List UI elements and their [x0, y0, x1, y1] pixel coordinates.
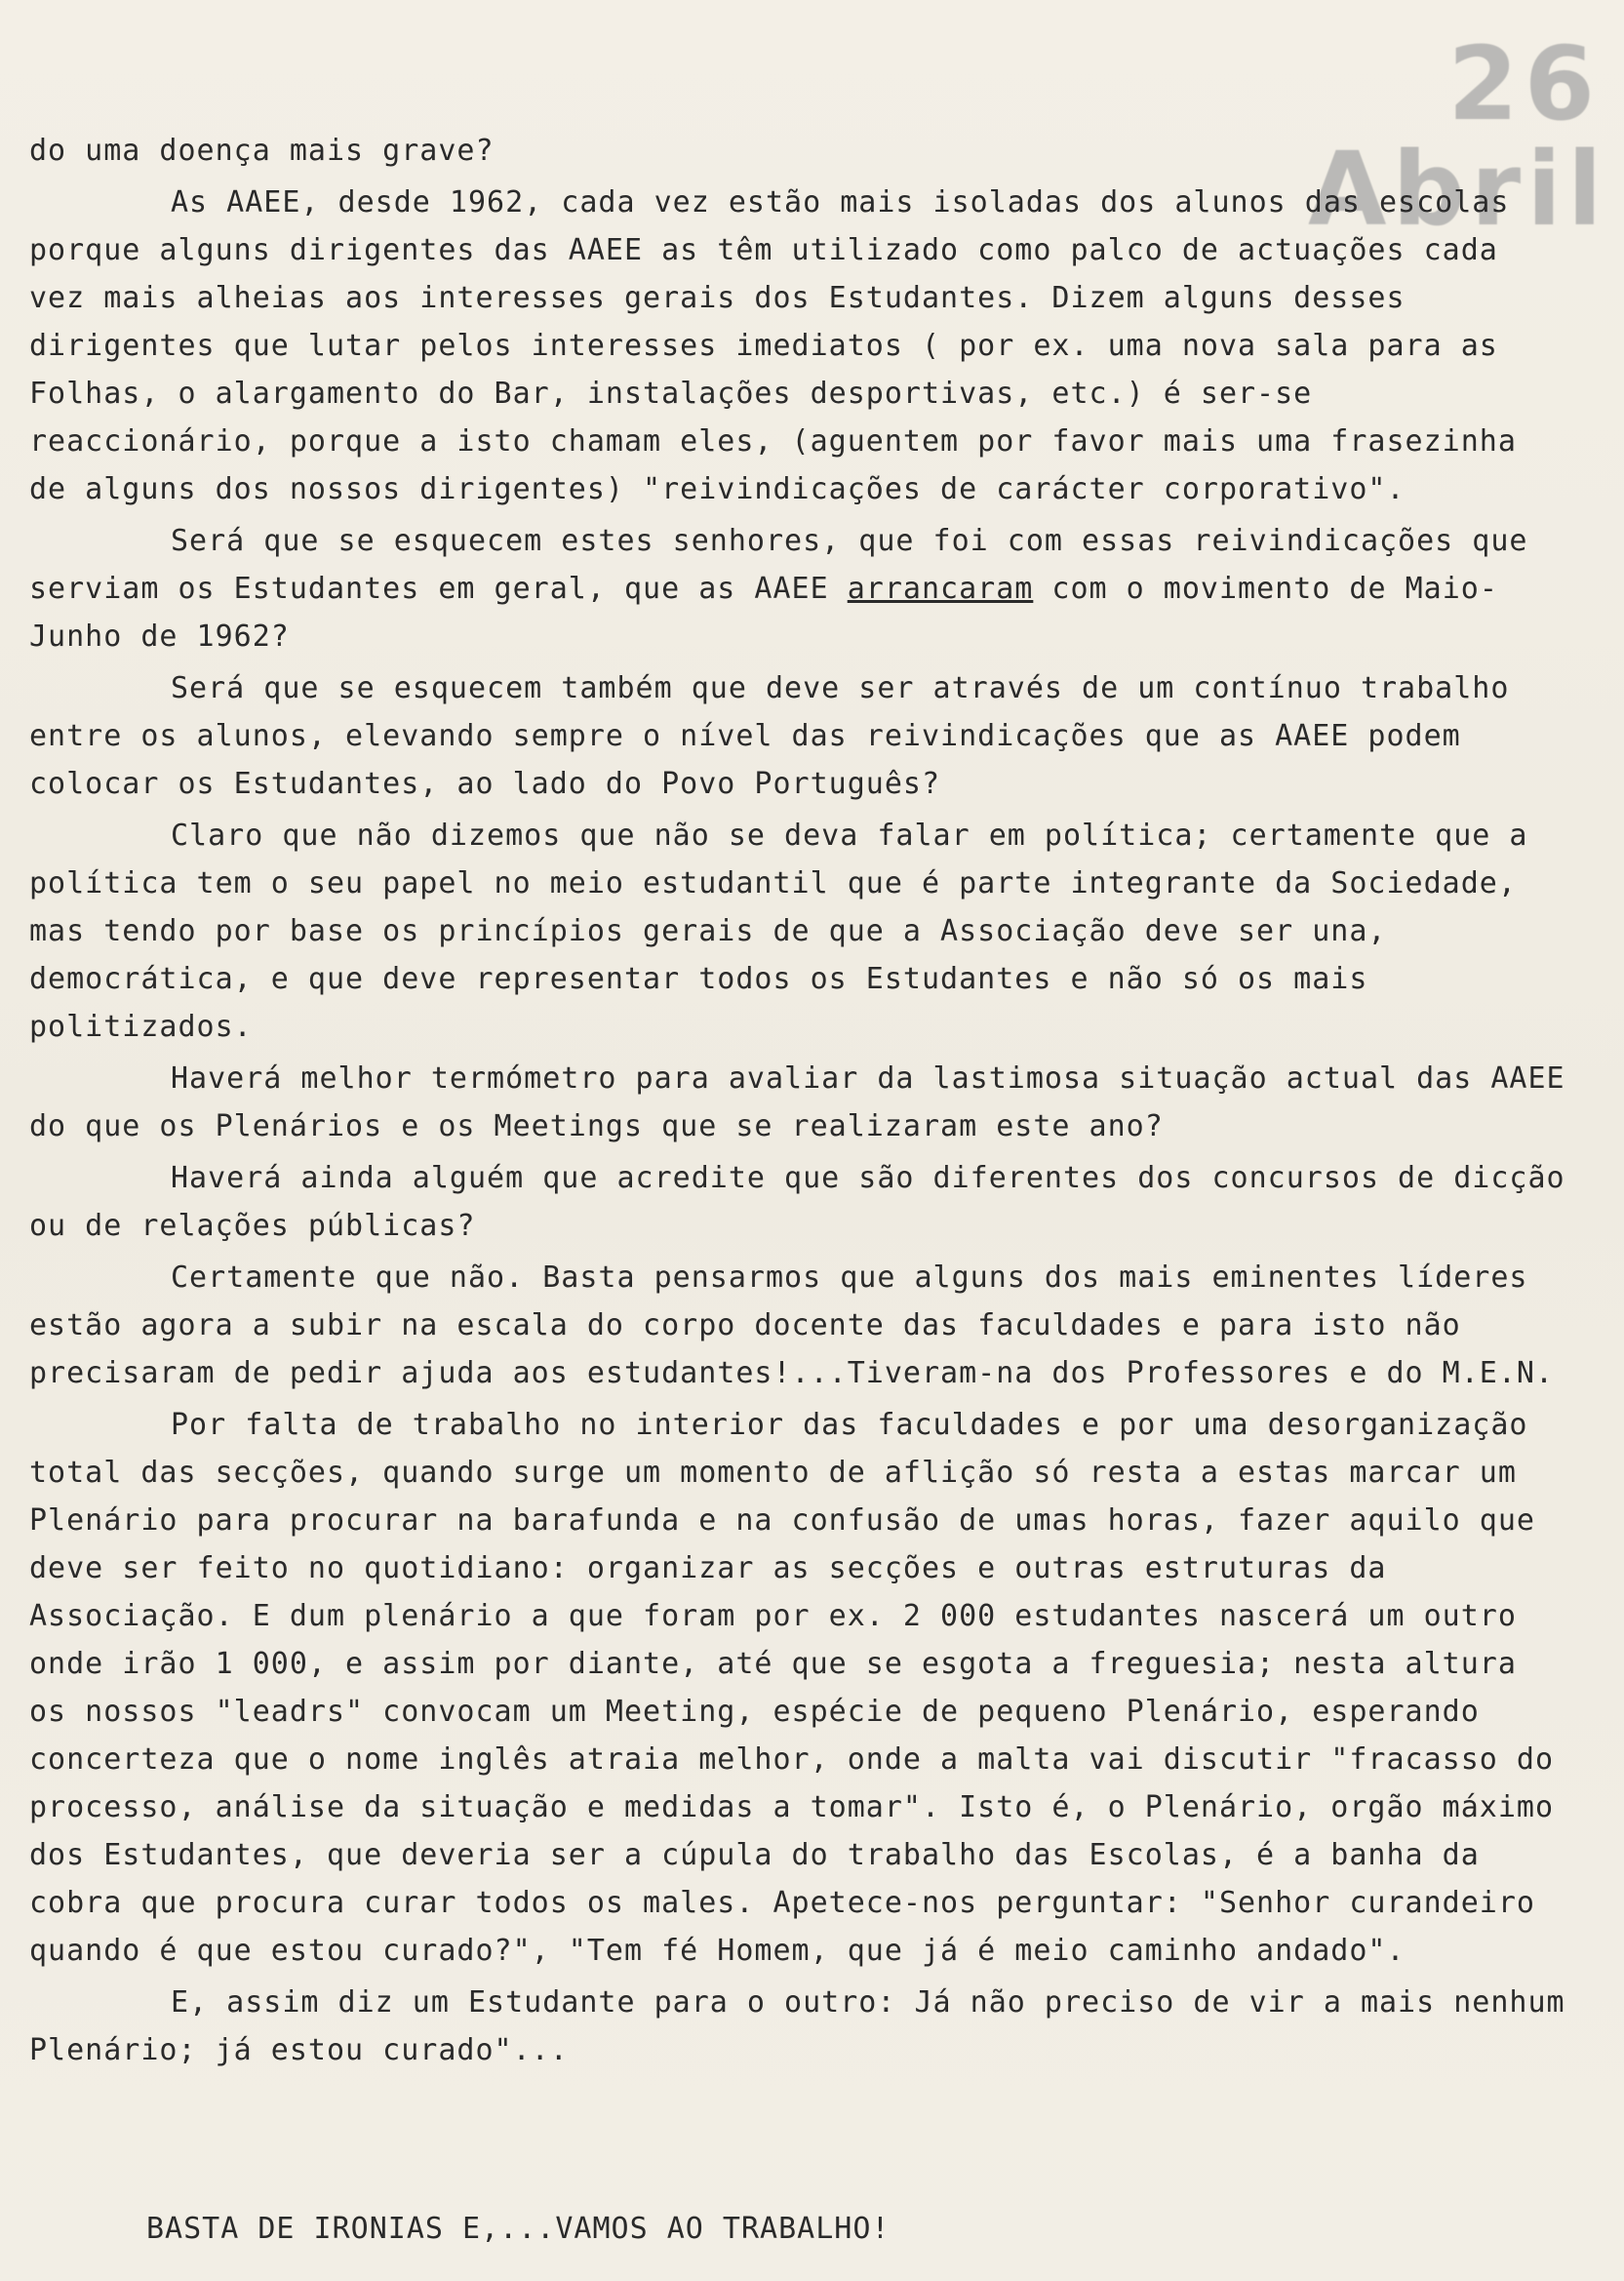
paragraph-text: com o movimento de Maio-Junho de 1962?	[29, 572, 1498, 654]
paragraph-leaders: Certamente que não. Basta pensarmos que alguns dos mais eminentes líderes estão agora a subir na escala do corpo docente das faculdades e para isto não precisaram de pedir ajuda aos estudantes!...Tiveram-na dos Professores e do M.E.N.	[29, 1261, 1555, 1390]
paragraph-plenary: Por falta de trabalho no interior das faculdades e por uma desorganização total das secções, quando surge um momento de aflição só resta a estas marcar um Plenário para procurar na barafunda e na confusão de umas horas, fazer aquilo que deve ser feito no quotidiano: organizar as secções e outras estruturas da Associação. E dum plenário a que foram por ex. 2 000 estudantes nascerá um outro onde irão 1 000, e assim por diante, até que se esgota a freguesia; nesta altura os nossos "leadrs" convocam um Meeting, espécie de pequeno Plenário, esperando concerteza que o nome inglês atraia melhor, onde a malta vai discutir "fracasso do processo, análise da situação e medidas a tomar". Isto é, o Plenário, orgão máximo dos Estudantes, que deveria ser a cúpula do trabalho das Escolas, é a banha da cobra que procura curar todos os males. Apetece-nos perguntar: "Senhor curandeiro quando é que estou curado?", "Tem fé Homem, que já é meio caminho andado".	[29, 1408, 1555, 1968]
paragraph-text: Será que se esquecem estes senhores, que foi com essas reivindicações que serviam os Estudantes em geral, que as AAEE	[29, 524, 1528, 606]
paragraph-continuation: do uma doença mais grave?	[29, 134, 495, 168]
paragraph-continuous-work: Será que se esquecem também que deve ser através de um contínuo trabalho entre os alunos, elevando sempre o nível das reivindicações que as AAEE podem colocar os Estudantes, ao lado do Povo Português?	[29, 671, 1510, 801]
paragraph-contests: Haverá ainda alguém que acredite que são diferentes dos concursos de dicção ou de relações públicas?	[29, 1161, 1565, 1243]
closing-line: BASTA DE IRONIAS E,...VAMOS AO TRABALHO!	[146, 2212, 891, 2246]
paragraph-cured: E, assim diz um Estudante para o outro: Já não preciso de vir a mais nenhum Plenário; já estou curado"...	[29, 1985, 1565, 2067]
paragraph-politics: Claro que não dizemos que não se deva falar em política; certamente que a política tem o seu papel no meio estudantil que é parte integrante da Sociedade, mas tendo por base os princípios gerais de que a Associação deve ser una, democrática, e que deve representar todos os Estudantes e não só os mais politizados.	[29, 819, 1528, 1044]
paragraph-aaee-isolated: As AAEE, desde 1962, cada vez estão mais isoladas dos alunos das escolas porque alguns dirigentes das AAEE as têm utilizado como palco de actuações cada vez mais alheias aos interesses gerais dos Estudantes. Dizem alguns desses dirigentes que lutar pelos interesses imediatos ( por ex. uma nova sala para as Folhas, o alargamento do Bar, instalações desportivas, etc.) é ser-se reaccionário, porque a isto chamam eles, (aguentem por favor mais uma frasezinha de alguns dos nossos dirigentes) "reivindicações de carácter corporativo".	[29, 185, 1517, 506]
document-body	[29, 127, 1570, 2078]
underlined-word: arrancaram	[847, 572, 1034, 606]
paragraph-thermometer: Haverá melhor termómetro para avaliar da lastimosa situação actual das AAEE do que os Plenários e os Meetings que se realizaram este ano?	[29, 1061, 1565, 1143]
paragraph-forgotten-claims	[29, 517, 1570, 660]
header-stamp: 26 Abril	[1308, 24, 1608, 249]
margin-mark	[8, 68, 20, 127]
